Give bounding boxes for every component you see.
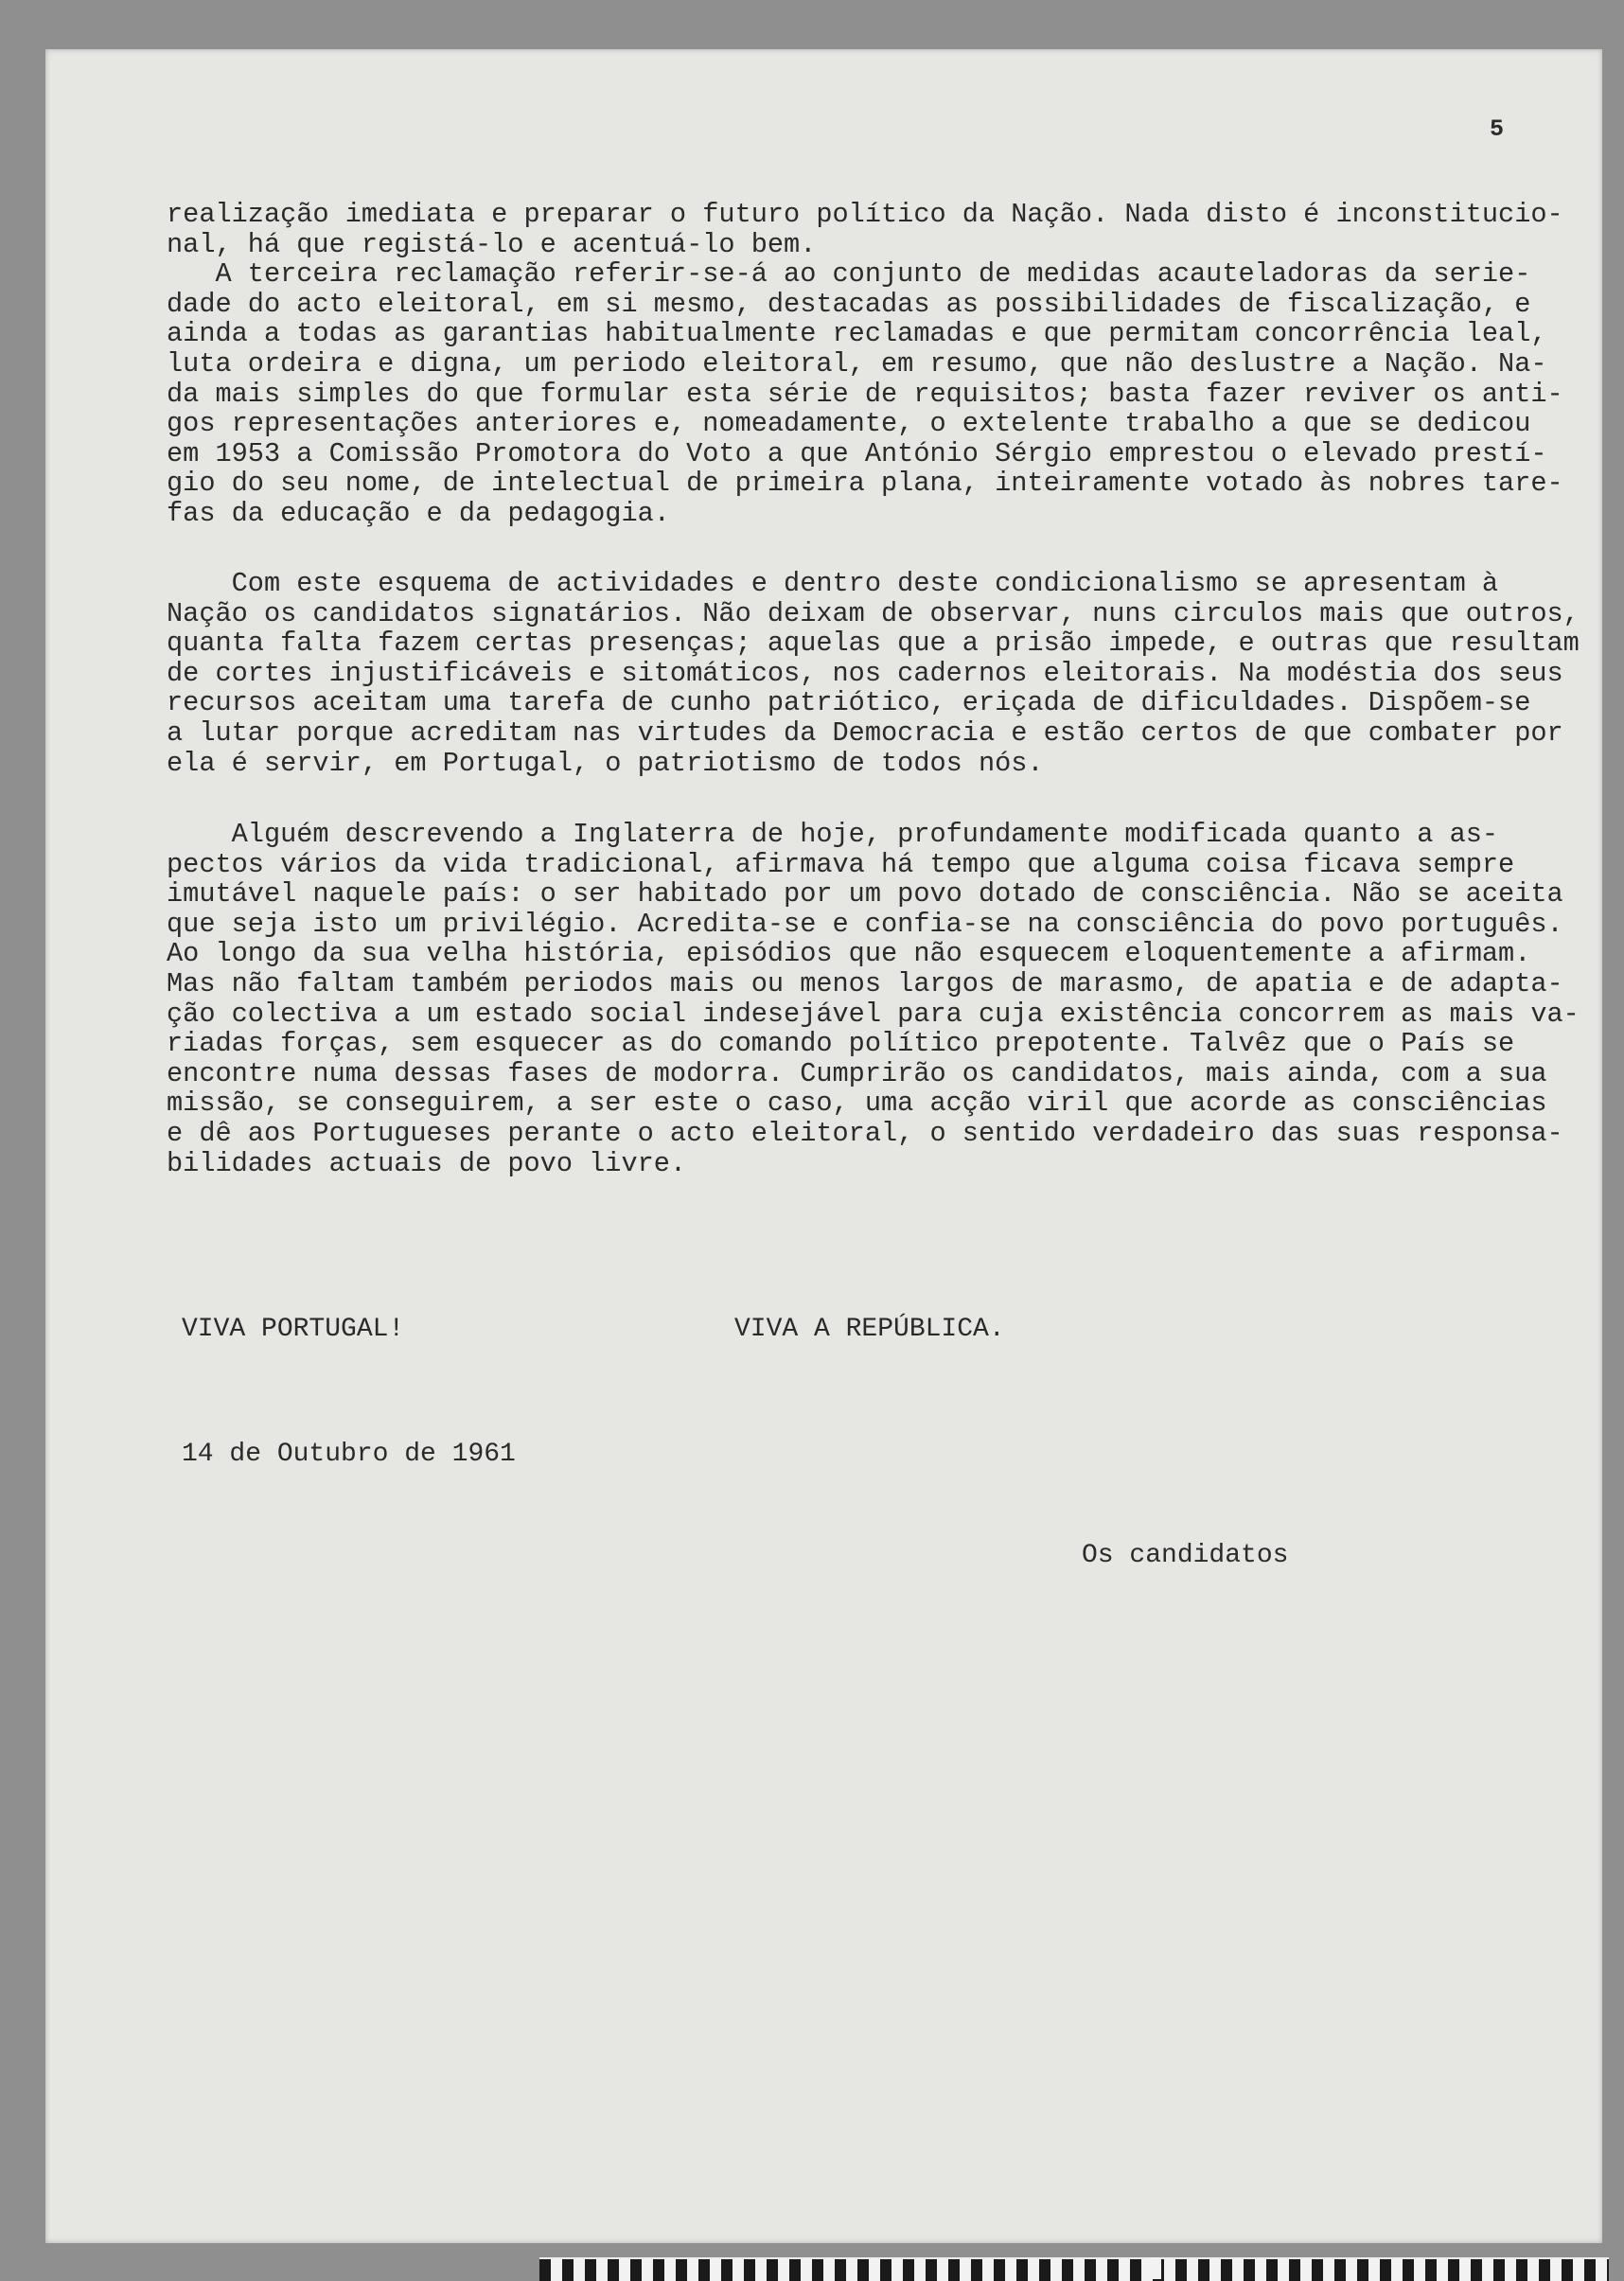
scale-ruler [539,2257,1609,2281]
text-line: da mais simples do que formular esta série de requisitos; basta fazer reviver os anti- [167,378,1563,410]
text-line: gos representações anteriores e, nomeadamente, o extelente trabalho a que se dedicou [167,408,1531,440]
text-line: fas da educação e da pedagogia. [167,497,670,529]
text-line: que seja isto um privilégio. Acredita-se e confia-se na consciência do povo português. [167,908,1563,940]
text-line: pectos vários da vida tradicional, afirmava há tempo que alguma coisa ficava sempre [167,848,1515,880]
viva-portugal: VIVA PORTUGAL! [182,1315,405,1344]
text-line: missão, se conseguirem, a ser este o caso, uma acção viril que acorde as consciências [167,1087,1547,1120]
text-line: ção colectiva a um estado social indesejável para cuja existência concorrem as mais va- [167,998,1580,1030]
text-line: Ao longo da sua velha história, episódios que não esquecem eloquentemente a afirmam. [167,938,1531,970]
text-line: Alguém descrevendo a Inglaterra de hoje, profundamente modificada quanto a as- [167,819,1499,850]
text-line: A terceira reclamação referir-se-á ao conjunto de medidas acauteladoras da serie- [167,258,1531,291]
paragraph-2 [167,568,1580,779]
text-line: e dê aos Portugueses perante o acto eleitoral, o sentido verdadeiro das suas responsa- [167,1117,1563,1149]
scale-ruler-divider [1150,2257,1161,2279]
document-date: 14 de Outubro de 1961 [182,1440,516,1469]
text-line: riadas forças, sem esquecer as do comando político prepotente. Talvêz que o País se [167,1028,1515,1060]
text-line: Com este esquema de actividades e dentro deste condicionalismo se apresentam à [167,568,1499,599]
text-line: dade do acto eleitoral, em si mesmo, destacadas as possibilidades de fiscalização, e [167,288,1531,320]
text-line: quanta falta fazem certas presenças; aquelas que a prisão impede, e outras que resultam [167,628,1580,660]
text-line: ainda a todas as garantias habitualmente reclamadas e que permitam concorrência leal, [167,318,1547,350]
text-line: nal, há que registá-lo e acentuá-lo bem. [167,228,817,260]
text-line: recursos aceitam uma tarefa de cunho patriótico, eriçada de dificuldades. Dispõem-se [167,687,1531,719]
text-line: encontre numa dessas fases de modorra. Cumprirão os candidatos, mais ainda, com a sua [167,1057,1547,1089]
signature-line: Os candidatos [1082,1541,1289,1570]
paragraph-3 [167,819,1580,1179]
page-number: 5 [1490,115,1505,143]
text-line: imutável naquele país: o ser habitado por um povo dotado de consciência. Não se aceita [167,878,1563,911]
text-line: Nação os candidatos signatários. Não deixam de observar, nuns circulos mais que outros, [167,597,1580,629]
text-line: Mas não faltam também periodos mais ou menos largos de marasmo, de apatia e de adapta- [167,967,1563,999]
text-line: em 1953 a Comissão Promotora do Voto a que António Sérgio emprestou o elevado prestí- [167,437,1547,469]
paragraph-1 [167,199,1563,529]
text-line: a lutar porque acreditam nas virtudes da Democracia e estão certos de que combater por [167,716,1563,749]
text-line: bilidades actuais de povo livre. [167,1147,687,1179]
text-line: realização imediata e preparar o futuro político da Nação. Nada disto é inconstitucio- [167,199,1563,230]
text-line: ela é servir, em Portugal, o patriotismo de todos nós. [167,747,1044,779]
viva-republica: VIVA A REPÚBLICA. [734,1315,1005,1344]
text-line: de cortes injustificáveis e sitomáticos, nos cadernos eleitorais. Na modéstia dos seus [167,657,1563,689]
text-line: luta ordeira e digna, um periodo eleitoral, em resumo, que não deslustre a Nação. Na- [167,347,1547,380]
text-line: gio do seu nome, de intelectual de primeira plana, inteiramente votado às nobres tare- [167,468,1563,500]
